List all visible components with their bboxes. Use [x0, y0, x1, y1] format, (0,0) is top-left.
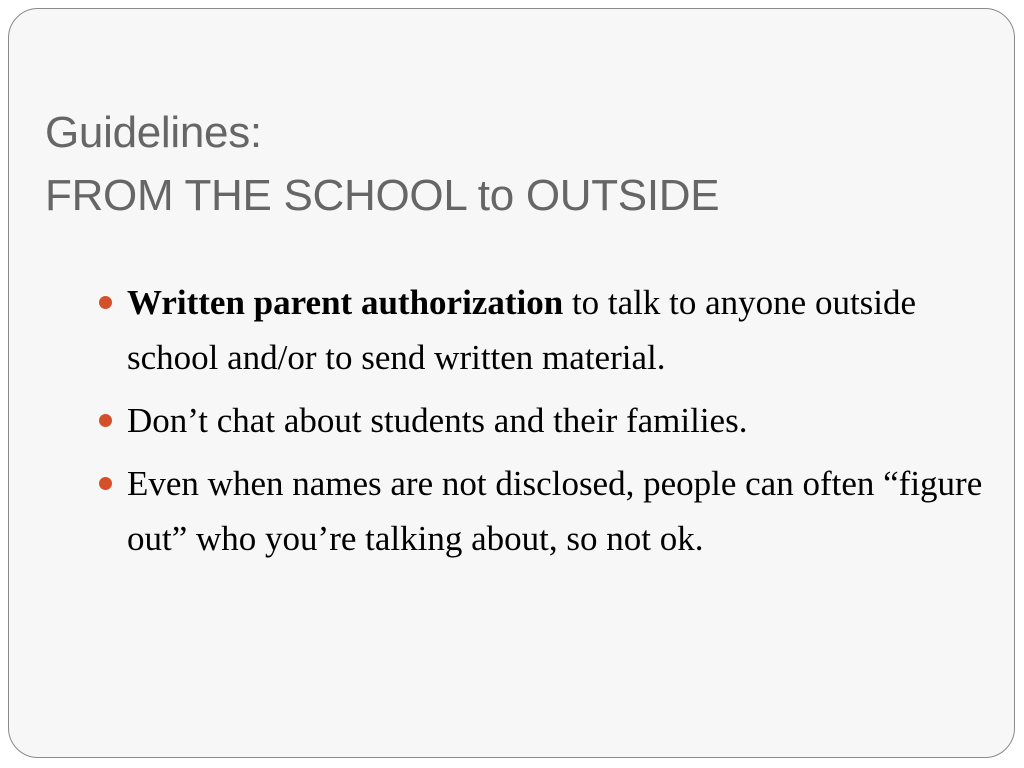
title-line-1: Guidelines: [45, 108, 262, 157]
bullet-dot-icon [99, 477, 112, 490]
bullet-item [99, 393, 989, 448]
bullet-bold-text: Written parent authorization [127, 283, 564, 322]
bullet-dot-icon [99, 414, 112, 427]
title-line-2: FROM THE SCHOOL to OUTSIDE [45, 171, 720, 220]
bullet-text: Even when names are not disclosed, people can often “figure out” who you’re talking about, so not ok. [127, 464, 983, 558]
bullet-text: to talk to anyone outside school and/or to send written material. [127, 283, 917, 377]
bullet-item [99, 456, 989, 566]
slide-title [45, 101, 719, 227]
bullet-text: Don’t chat about students and their families. [127, 401, 748, 440]
bullet-list [99, 275, 989, 574]
slide-frame [8, 8, 1015, 758]
bullet-item [99, 275, 989, 385]
bullet-dot-icon [99, 296, 112, 309]
